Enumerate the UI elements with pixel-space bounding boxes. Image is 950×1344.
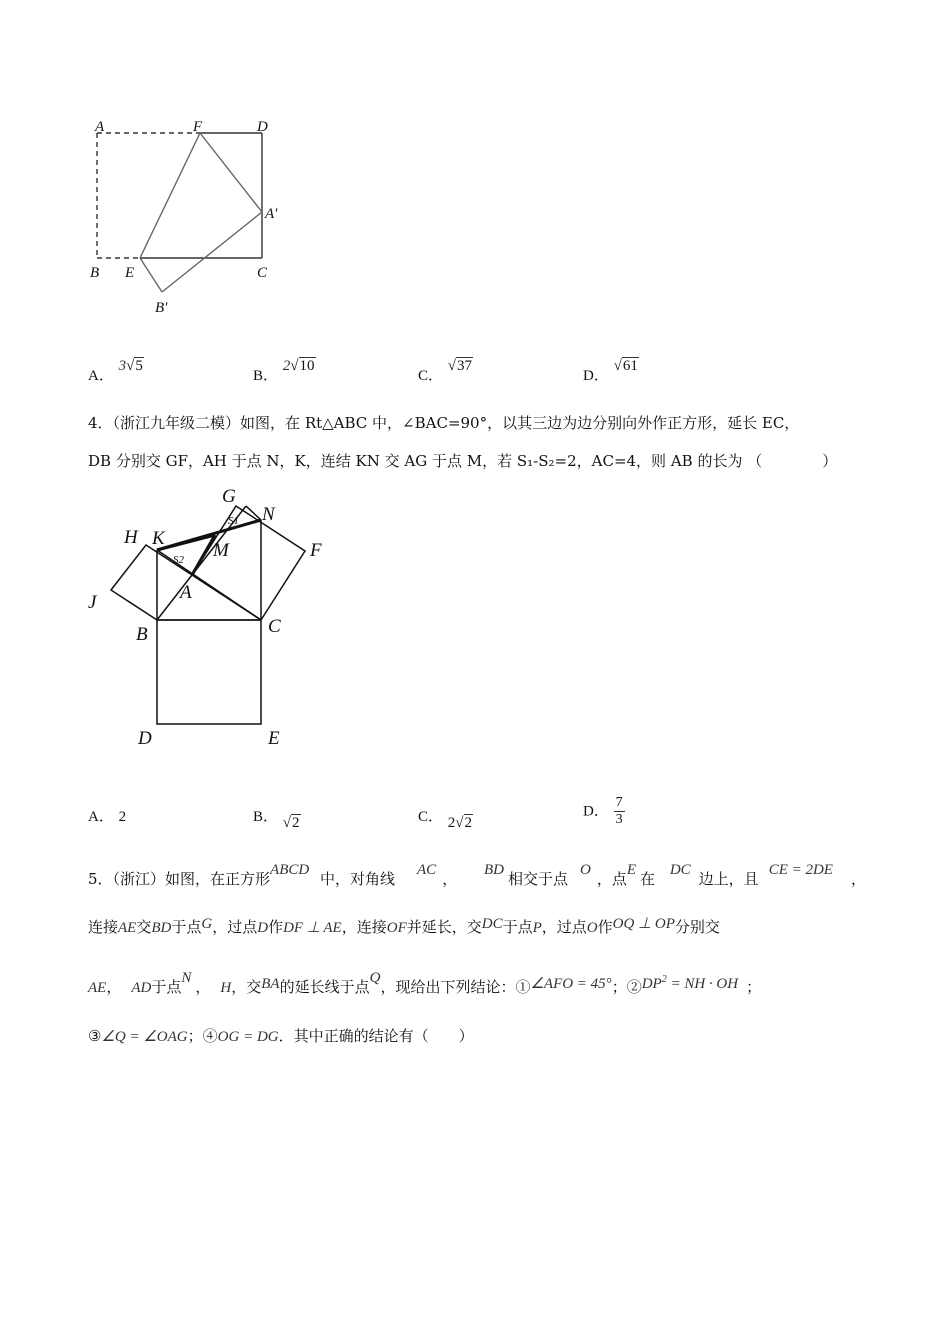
label-B: B bbox=[136, 624, 148, 645]
fold-line-FE bbox=[140, 133, 200, 258]
q5-line-3: AE， AD于点N ， H，交BA的延长线于点Q，现给出下列结论：①∠AFO = 45°；$②DP^2$ = NH · OH ； bbox=[88, 970, 762, 996]
label-M: M bbox=[213, 540, 229, 561]
label-D: D bbox=[138, 728, 152, 749]
q3-choice-a-value: 3√5 bbox=[118, 358, 143, 374]
label-B: B bbox=[90, 265, 100, 281]
label-K: K bbox=[152, 528, 165, 549]
label-F: F bbox=[193, 119, 203, 135]
label-E: E bbox=[268, 728, 280, 749]
q3-choices bbox=[0, 352, 950, 392]
label-C: C bbox=[257, 265, 268, 281]
edge-A-prime-B-prime bbox=[162, 212, 262, 292]
label-C: C bbox=[268, 616, 281, 637]
label-A: A bbox=[180, 582, 192, 603]
label-S1: S1 bbox=[228, 515, 239, 527]
label-D: D bbox=[257, 119, 268, 135]
label-H: H bbox=[124, 527, 138, 548]
q5-line-2: 连接AE交BD于点G，过点D作DF ⊥ AE，连接OF并延长，交DC于点P，过点O作OQ ⊥ OP分别交 bbox=[88, 916, 720, 936]
q3-choice-c-value: √37 bbox=[447, 358, 473, 374]
q4-choice-c[interactable]: C． 2√2 bbox=[418, 809, 473, 831]
label-N: N bbox=[262, 504, 275, 525]
q3-choice-b[interactable]: B． 2√10 bbox=[253, 358, 315, 384]
label-E: E bbox=[125, 265, 135, 281]
edge-B-prime-E bbox=[140, 258, 162, 292]
label-A-prime: A′ bbox=[265, 206, 278, 222]
q4-choices bbox=[0, 795, 950, 835]
label-B-prime: B′ bbox=[155, 300, 168, 316]
edge-FA-prime bbox=[200, 133, 262, 212]
q4-line-1: 4．（浙江九年级二模）如图，在 Rt△ABC 中，∠BAC=90°，以其三边为边分别向外作正方形，延长 EC， bbox=[88, 414, 800, 432]
q4-choice-c-value: 2√2 bbox=[447, 815, 473, 831]
q3-choice-d[interactable]: D． √61 bbox=[583, 358, 638, 384]
label-F: F bbox=[310, 540, 322, 561]
q4-choice-d-fraction: $\frac{7}{3}$ bbox=[615, 795, 623, 827]
q5-line-4: ③∠Q = ∠OAG；④OG = DG．其中正确的结论有（ ） bbox=[88, 1027, 474, 1045]
label-G: G bbox=[222, 486, 236, 507]
q3-choice-a[interactable]: A． 3√5 bbox=[88, 358, 143, 384]
label-A: A bbox=[95, 119, 105, 135]
q4-choice-d[interactable]: D． $\frac{7}{3}$ bbox=[583, 795, 623, 827]
label-S2: S2 bbox=[173, 554, 184, 566]
figure-folded-rectangle bbox=[80, 110, 300, 320]
q3-choice-d-value: √61 bbox=[613, 358, 638, 374]
q4-choice-a-value: 2 bbox=[118, 809, 127, 825]
q4-line-2: DB 分别交 GF，AH 于点 N，K，连结 KN 交 AG 于点 M，若 S₁-S₂=2，AC=4，则 AB 的长为 （ ） bbox=[88, 452, 838, 470]
label-J: J bbox=[88, 592, 97, 613]
q4-choice-b[interactable]: B． √2 bbox=[253, 809, 300, 831]
q3-choice-b-value: 2√10 bbox=[282, 358, 315, 374]
square-BCED bbox=[157, 620, 261, 724]
figure-right-triangle-squares bbox=[80, 480, 340, 755]
q5-line-1: 5．（浙江）如图，在正方形ABCD 中，对角线 AC ， BD 相交于点 O ，点E 在 DC 边上，且 CE = 2DE ， bbox=[88, 862, 866, 888]
q4-choice-b-value: √2 bbox=[282, 815, 300, 831]
q4-choice-a[interactable]: A． 2 bbox=[88, 809, 127, 825]
q3-choice-c[interactable]: C． √37 bbox=[418, 358, 473, 384]
